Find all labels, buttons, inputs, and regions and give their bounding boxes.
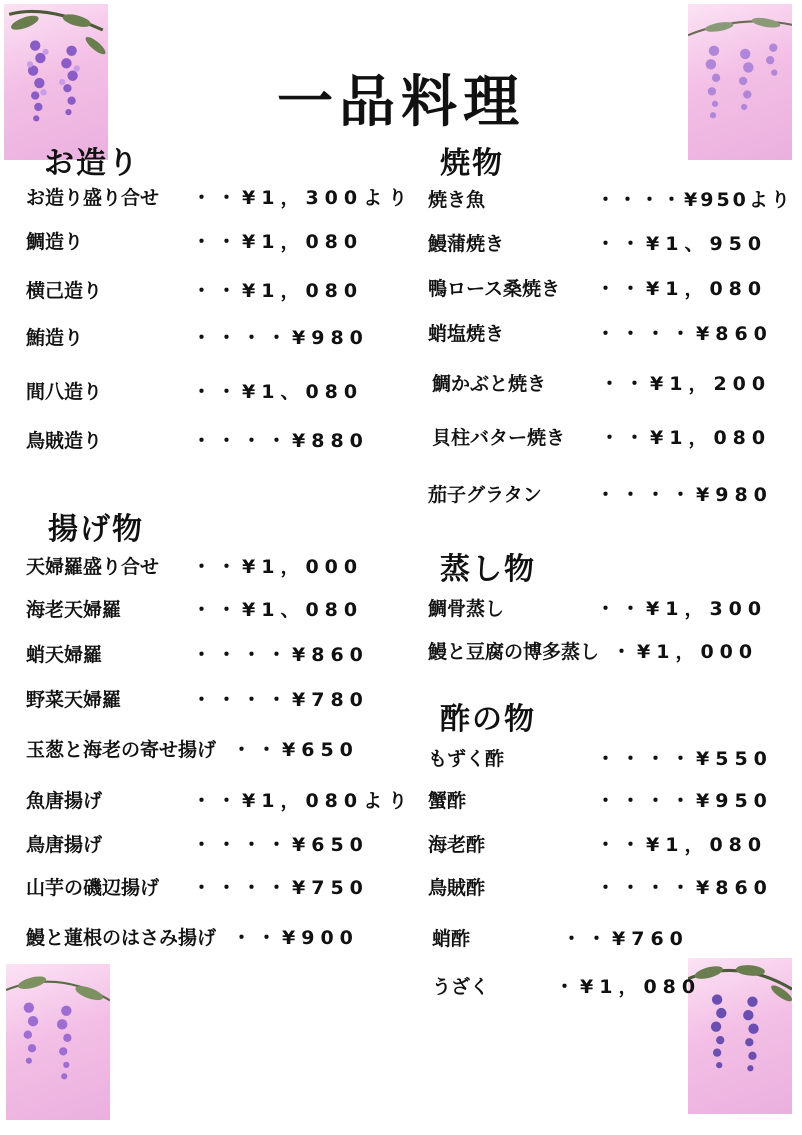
menu-item-name: 貝柱バター焼き bbox=[432, 427, 566, 449]
menu-item-price: ・・¥1，080 bbox=[192, 280, 364, 302]
menu-item-name: 蟹酢 bbox=[428, 790, 467, 812]
menu-item-name: 鳥賊造り bbox=[26, 430, 103, 452]
menu-item-price: ・・・・¥860 bbox=[596, 877, 773, 899]
menu-item-name: 鯛骨蒸し bbox=[428, 598, 505, 620]
section-heading-otsukuri: お造り bbox=[44, 146, 140, 181]
menu-item-price: ・・¥900 bbox=[232, 927, 359, 949]
menu-item-price: ・・・・¥880 bbox=[192, 430, 369, 452]
menu-item-name: 茄子グラタン bbox=[428, 484, 542, 506]
menu-item-price: ・・・・¥750 bbox=[192, 877, 369, 899]
menu-item-price: ・・・・¥950 bbox=[596, 790, 773, 812]
menu-item-price: ・・・・¥550 bbox=[596, 748, 773, 770]
section-heading-yakimono: 焼物 bbox=[440, 146, 504, 181]
section-heading-mushimono: 蒸し物 bbox=[440, 552, 536, 587]
menu-item-name: 横己造り bbox=[26, 280, 103, 302]
menu-item-name: 鴨ロース桑焼き bbox=[428, 278, 561, 300]
menu-item-price: ・・・・¥950より bbox=[596, 189, 793, 211]
menu-item-price: ・・¥1、080 bbox=[192, 381, 364, 403]
menu-item-name: 山芋の磯辺揚げ bbox=[26, 877, 160, 899]
wisteria-decoration-bottom-left bbox=[6, 964, 110, 1120]
menu-item-price: ・・¥1，000 bbox=[192, 556, 364, 578]
menu-item-name: 鳥唐揚げ bbox=[26, 834, 103, 856]
menu-item-price: ・・・・¥980 bbox=[596, 484, 773, 506]
menu-item-price: ・・・・¥860 bbox=[192, 644, 369, 666]
menu-item-price: ・・¥1、950 bbox=[596, 233, 768, 255]
menu-item-price: ・・・・¥980 bbox=[192, 327, 369, 349]
menu-item-price: ・・¥1，080 bbox=[600, 427, 772, 449]
menu-item-price: ・¥1，000 bbox=[612, 641, 759, 663]
menu-item-price: ・・・・¥650 bbox=[192, 834, 369, 856]
menu-item-name: 焼き魚 bbox=[428, 189, 486, 211]
menu-item-price: ・・¥1，300より bbox=[192, 187, 414, 209]
menu-item-name: 鮪造り bbox=[26, 327, 84, 349]
menu-title: 一品料理 bbox=[277, 69, 525, 135]
menu-item-name: 蛸塩焼き bbox=[428, 323, 505, 345]
section-heading-agemono: 揚げ物 bbox=[48, 512, 144, 547]
menu-item-name: 鳥賊酢 bbox=[428, 877, 486, 899]
menu-item-price: ・・¥1，300 bbox=[596, 598, 768, 620]
section-heading-sunomono: 酢の物 bbox=[440, 702, 536, 737]
menu-item-price: ・・¥1，080 bbox=[192, 231, 364, 253]
menu-item-name: 鯛かぶと焼き bbox=[432, 373, 547, 395]
menu-item-price: ・・¥760 bbox=[562, 928, 689, 950]
menu-item-price: ・・¥650 bbox=[232, 739, 359, 761]
menu-item-price: ・¥1，080 bbox=[555, 976, 702, 998]
menu-item-name: 蛸天婦羅 bbox=[26, 644, 103, 666]
menu-item-price: ・・・・¥860 bbox=[596, 323, 773, 345]
menu-item-name: うざく bbox=[432, 976, 490, 998]
menu-item-price: ・・¥1，080 bbox=[596, 278, 768, 300]
menu-item-price: ・・・・¥780 bbox=[192, 689, 369, 711]
menu-item-name: 鰻蒲焼き bbox=[428, 233, 505, 255]
menu-item-name: もずく酢 bbox=[428, 748, 505, 770]
menu-item-name: 玉葱と海老の寄せ揚げ bbox=[26, 739, 217, 761]
wisteria-icon bbox=[6, 964, 110, 1120]
menu-item-name: 海老天婦羅 bbox=[26, 599, 122, 621]
menu-item-name: 鰻と豆腐の博多蒸し bbox=[428, 641, 600, 663]
wisteria-icon bbox=[688, 958, 792, 1114]
menu-item-name: 蛸酢 bbox=[432, 928, 471, 950]
menu-item-price: ・・¥1、080 bbox=[192, 599, 364, 621]
menu-item-name: 鰻と蓮根のはさみ揚げ bbox=[26, 927, 217, 949]
menu-item-name: 天婦羅盛り合せ bbox=[26, 556, 160, 578]
menu-item-name: 海老酢 bbox=[428, 834, 486, 856]
menu-item-price: ・・¥1，080 bbox=[596, 834, 768, 856]
wisteria-decoration-bottom-right bbox=[688, 958, 792, 1114]
menu-item-price: ・・¥1，200 bbox=[600, 373, 772, 395]
menu-item-price: ・・¥1，080より bbox=[192, 790, 414, 812]
menu-item-name: 間八造り bbox=[26, 381, 103, 403]
menu-item-name: 野菜天婦羅 bbox=[26, 689, 122, 711]
menu-item-name: お造り盛り合せ bbox=[26, 187, 160, 209]
menu-item-name: 魚唐揚げ bbox=[26, 790, 103, 812]
menu-item-name: 鯛造り bbox=[26, 231, 84, 253]
